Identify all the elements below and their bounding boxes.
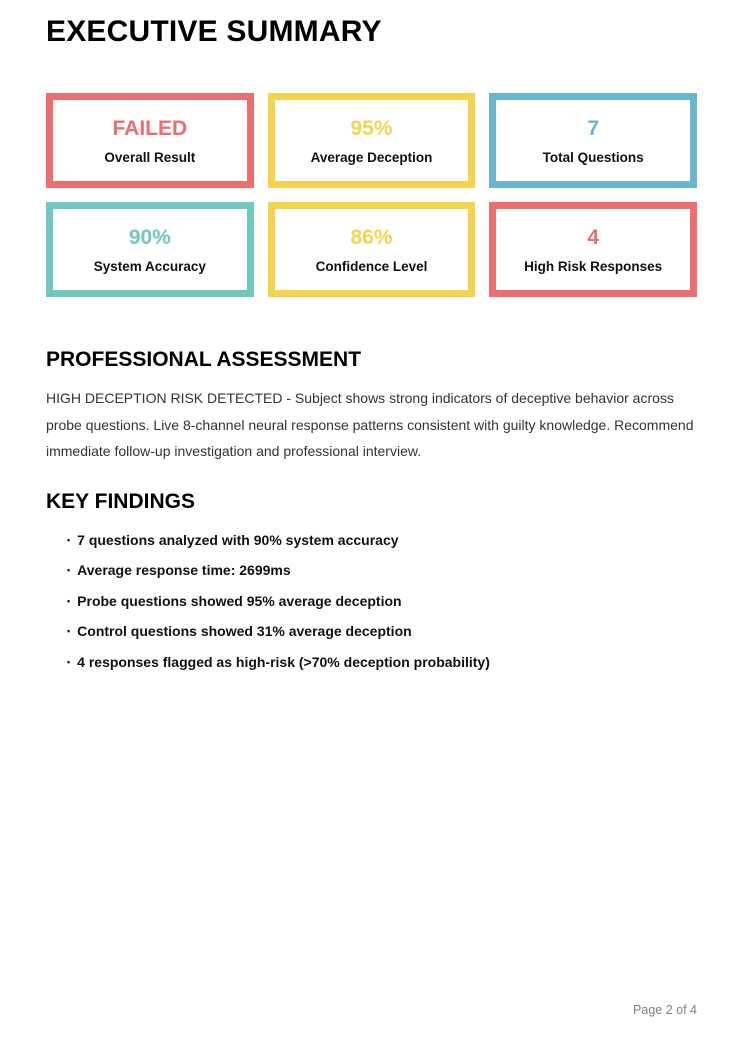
metric-card-system-accuracy bbox=[46, 202, 254, 297]
finding-item bbox=[67, 654, 697, 674]
assessment-body: HIGH DECEPTION RISK DETECTED - Subject shows strong indicators of deceptive behavior across probe questions. Live 8-channel neural response patterns consistent with guilty knowledge. Recommend immediate follow-up investigation and professional interview. bbox=[46, 390, 694, 459]
metric-label: Average Deception bbox=[310, 149, 433, 165]
page-number: Page 2 of 4 bbox=[633, 1003, 697, 1017]
metric-label: Overall Result bbox=[104, 149, 196, 165]
finding-item bbox=[67, 593, 697, 613]
metrics-grid bbox=[46, 93, 697, 297]
findings-heading: KEY FINDINGS bbox=[46, 489, 195, 513]
metric-card-total-questions bbox=[489, 93, 697, 188]
metric-value: 86% bbox=[350, 225, 393, 249]
page-title: EXECUTIVE SUMMARY bbox=[46, 15, 382, 48]
finding-text: Control questions showed 31% average deception bbox=[77, 623, 412, 639]
metric-label: High Risk Responses bbox=[524, 258, 663, 274]
metric-value: 7 bbox=[587, 116, 599, 140]
bullet-icon: • bbox=[67, 565, 71, 575]
metric-label: Total Questions bbox=[542, 149, 644, 165]
metric-card-average-deception bbox=[268, 93, 476, 188]
finding-text: 4 responses flagged as high-risk (>70% deception probability) bbox=[77, 653, 490, 670]
metric-label: Confidence Level bbox=[315, 258, 428, 274]
metric-label: System Accuracy bbox=[93, 258, 206, 274]
metric-value: 4 bbox=[587, 225, 599, 249]
bullet-icon: • bbox=[67, 656, 71, 667]
findings-list bbox=[46, 532, 697, 674]
finding-item bbox=[67, 562, 697, 582]
assessment-heading: PROFESSIONAL ASSESSMENT bbox=[46, 348, 362, 371]
bullet-icon: • bbox=[67, 534, 71, 545]
finding-text: Average response time: 2699ms bbox=[77, 562, 291, 578]
metric-value: FAILED bbox=[112, 116, 188, 140]
metric-value: 95% bbox=[350, 116, 393, 140]
metric-card-high-risk-responses bbox=[489, 202, 697, 297]
bullet-icon: • bbox=[67, 626, 71, 636]
metric-value: 90% bbox=[128, 225, 171, 249]
finding-item bbox=[67, 532, 697, 552]
metric-card-confidence-level bbox=[268, 202, 476, 297]
finding-text: 7 questions analyzed with 90% system accuracy bbox=[77, 531, 399, 548]
finding-item bbox=[67, 623, 697, 643]
metric-card-overall-result bbox=[46, 93, 254, 188]
bullet-icon: • bbox=[67, 595, 71, 606]
finding-text: Probe questions showed 95% average deception bbox=[77, 592, 402, 609]
